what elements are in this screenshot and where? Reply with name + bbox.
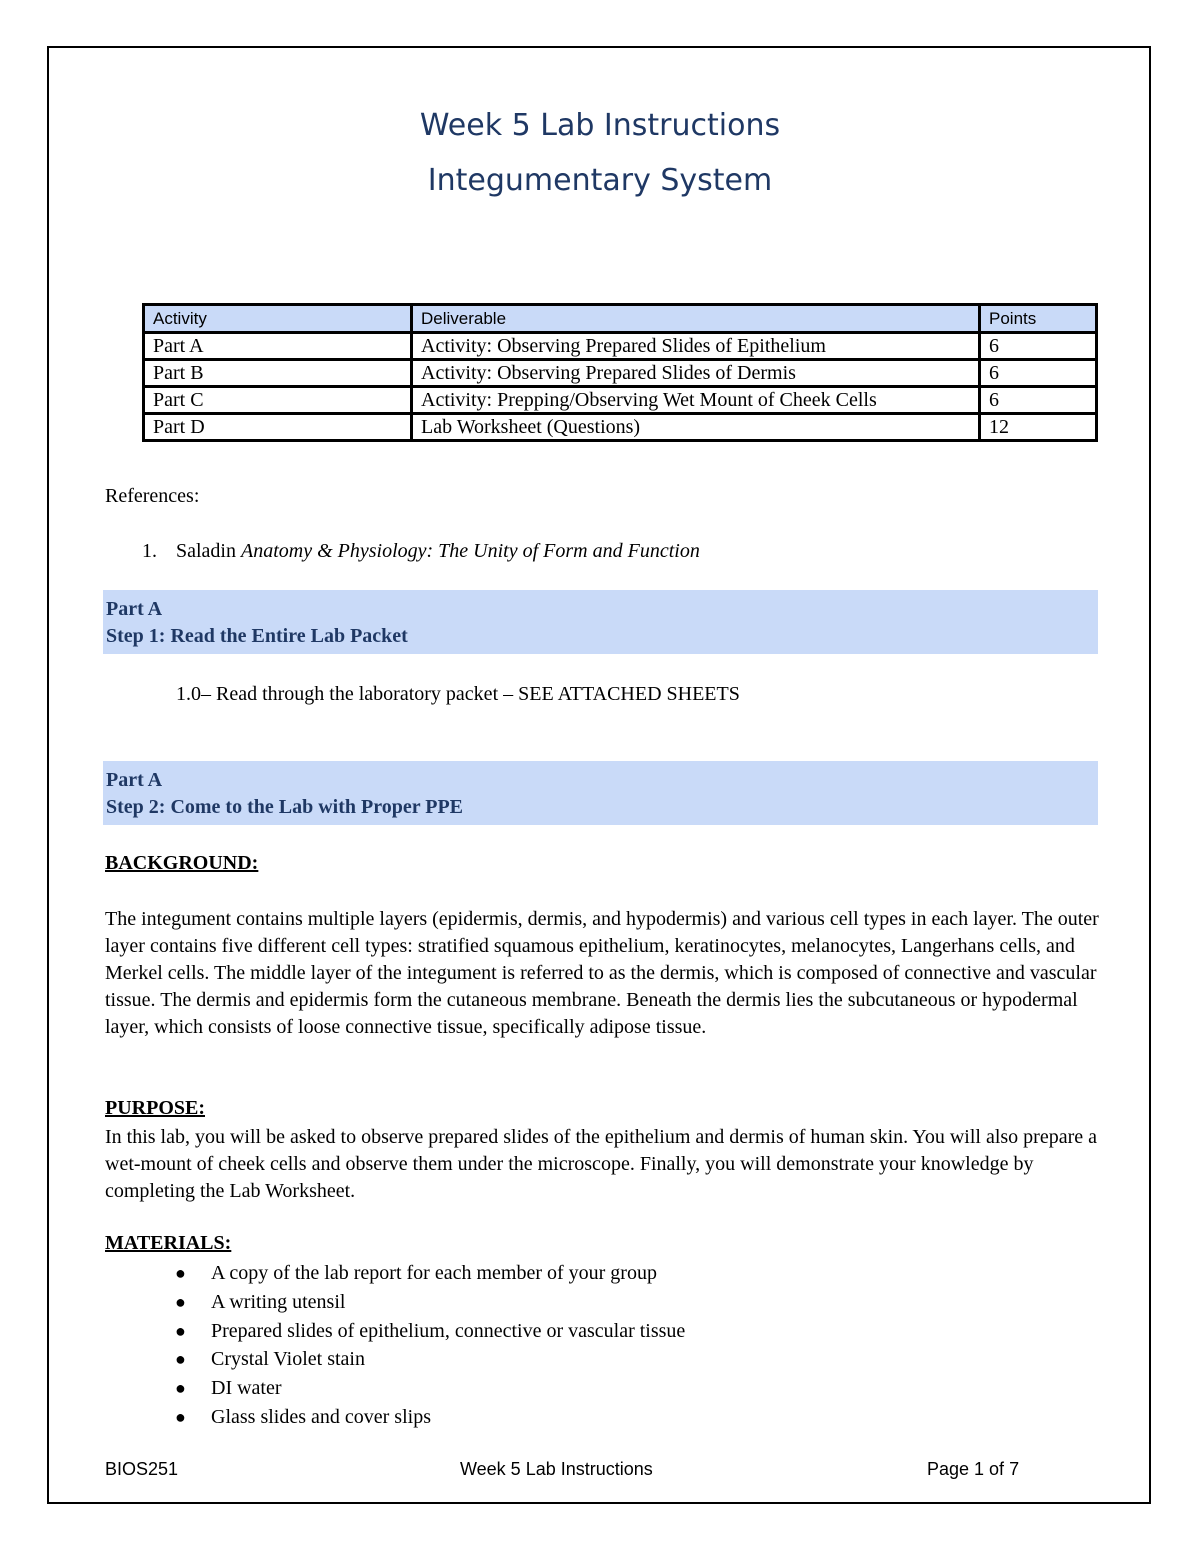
reference-item xyxy=(142,540,700,563)
materials-list xyxy=(172,1259,685,1432)
table-cell-points: 6 xyxy=(980,333,1097,360)
table-cell-deliverable: Activity: Prepping/Observing Wet Mount of Cheek Cells xyxy=(412,387,980,414)
references-label: References: xyxy=(105,485,200,507)
reference-author: Saladin xyxy=(176,540,236,562)
bullet-icon: ● xyxy=(175,1263,186,1283)
footer-title: Week 5 Lab Instructions xyxy=(460,1459,653,1479)
footer-page-number: Page 1 of 7 xyxy=(927,1459,1020,1479)
header-activity: Activity xyxy=(144,305,412,333)
table-cell-activity: Part D xyxy=(144,414,412,441)
table-cell-deliverable: Activity: Observing Prepared Slides of Epithelium xyxy=(412,333,980,360)
list-item: ● Crystal Violet stain xyxy=(172,1345,685,1374)
reference-title: Anatomy & Physiology: The Unity of Form and Function xyxy=(241,540,700,562)
list-item: ● A writing utensil xyxy=(172,1288,685,1317)
table-cell-activity: Part B xyxy=(144,360,412,387)
table-cell-activity: Part C xyxy=(144,387,412,414)
purpose-heading: PURPOSE: xyxy=(105,1097,205,1119)
footer-course: BIOS251 xyxy=(105,1459,179,1479)
list-item: ● Prepared slides of epithelium, connective or vascular tissue xyxy=(172,1317,685,1346)
table-cell-points: 12 xyxy=(980,414,1097,441)
list-item: ● A copy of the lab report for each member of your group xyxy=(172,1259,685,1288)
step1-instruction: 1.0– Read through the laboratory packet – SEE ATTACHED SHEETS xyxy=(176,683,740,705)
header-points: Points xyxy=(980,305,1097,333)
table-row xyxy=(144,387,1097,414)
table-cell-deliverable: Activity: Observing Prepared Slides of Dermis xyxy=(412,360,980,387)
bullet-icon: ● xyxy=(175,1349,186,1370)
step1-part-label: Part A xyxy=(106,598,163,620)
table-row xyxy=(144,360,1097,387)
background-heading: BACKGROUND: xyxy=(105,852,259,874)
purpose-text: In this lab, you will be asked to observe prepared slides of the epithelium and dermis of human skin. You will also prepare a wet-mount of cheek cells and observe them under the microscope. Finally, you will demonstrate your knowledge by completing the Lab Worksheet. xyxy=(105,1126,1098,1202)
deliverables-table xyxy=(142,303,1098,442)
document-title: Week 5 Lab Instructions xyxy=(419,108,781,143)
table-cell-points: 6 xyxy=(980,387,1097,414)
table-cell-points: 6 xyxy=(980,360,1097,387)
bullet-icon: ● xyxy=(175,1291,186,1312)
table-cell-deliverable: Lab Worksheet (Questions) xyxy=(412,414,980,441)
materials-heading: MATERIALS: xyxy=(105,1232,232,1254)
document-subtitle: Integumentary System xyxy=(427,163,773,198)
step2-heading: Step 2: Come to the Lab with Proper PPE xyxy=(106,796,464,818)
reference-number: 1. xyxy=(142,540,157,562)
list-item: ● DI water xyxy=(172,1374,685,1403)
step2-part-label: Part A xyxy=(106,769,163,791)
table-row xyxy=(144,333,1097,360)
bullet-icon: ● xyxy=(175,1378,186,1399)
list-item: ● Glass slides and cover slips xyxy=(172,1403,685,1432)
background-text: The integument contains multiple layers (epidermis, dermis, and hypodermis) and various cell types in each layer. The outer layer contains five different cell types: stratified squamous epithelium, keratinocytes, melanocytes, Langerhans cells, and Merkel cells. The middle layer of the integument is referred to as the dermis, which is composed of connective and vascular tissue. The dermis and epidermis form the cutaneous membrane. Beneath the dermis lies the subcutaneous or hypodermal layer, which consists of loose connective tissue, specifically adipose tissue. xyxy=(105,908,1099,1038)
step1-heading: Step 1: Read the Entire Lab Packet xyxy=(106,625,408,647)
table-header-row xyxy=(144,305,1097,333)
bullet-icon: ● xyxy=(175,1406,186,1427)
header-deliverable: Deliverable xyxy=(412,305,980,333)
bullet-icon: ● xyxy=(175,1320,186,1341)
table-cell-activity: Part A xyxy=(144,333,412,360)
table-row xyxy=(144,414,1097,441)
